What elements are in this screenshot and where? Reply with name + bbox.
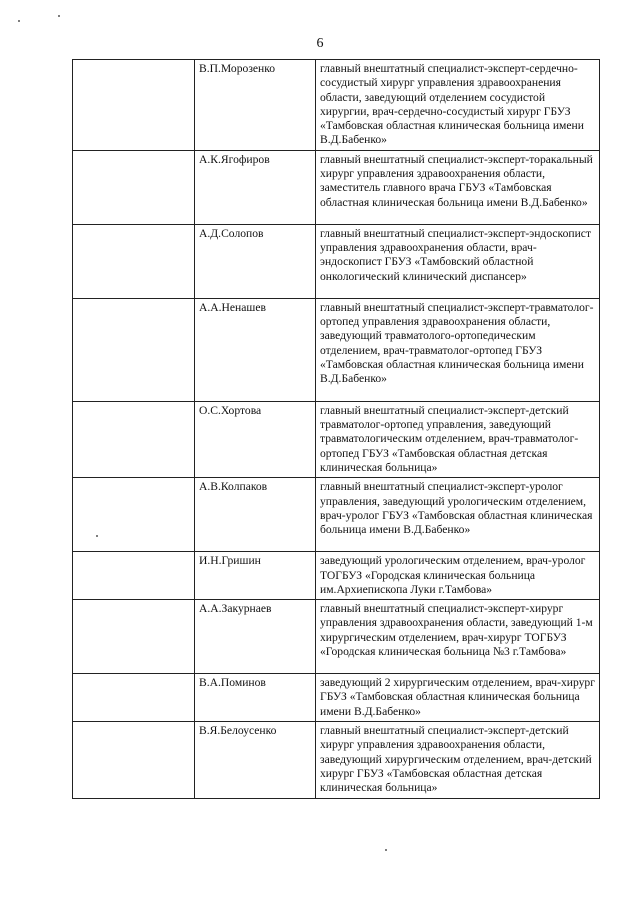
specialist-position: главный внештатный специалист-эксперт-травматолог-ортопед управления здравоохранения области, заведующий травматолого-ортопедическим отделением, врач-травматолог-ортопед ГБУЗ «Тамбовская областная клиническая больница имени В.Д.Бабенко» [316, 298, 600, 401]
specialists-table [72, 59, 600, 799]
specialist-position: главный внештатный специалист-эксперт-эндоскопист управления здравоохранения области, врач-эндоскопист ГБУЗ «Тамбовский областной онкологический клинический диспансер» [316, 224, 600, 298]
role-cell [73, 674, 195, 722]
role-cell [73, 552, 195, 600]
table-row [73, 552, 600, 600]
specialist-position: главный внештатный специалист-эксперт-торакальный хирург управления здравоохранения области, заместитель главного врача ГБУЗ «Тамбовская областная клиническая больница имени В.Д.Бабенко» [316, 150, 600, 224]
role-cell [73, 722, 195, 799]
specialist-name: А.А.Закурнаев [195, 600, 316, 674]
role-cell [73, 478, 195, 552]
specialist-name: А.А.Ненашев [195, 298, 316, 401]
scan-speck [18, 20, 20, 22]
specialist-position: главный внештатный специалист-эксперт-детский хирург управления здравоохранения области, заведующий хирургическим отделением, врач-детский хирург ГБУЗ «Тамбовская областная детская клиническая больница» [316, 722, 600, 799]
table-row [73, 478, 600, 552]
specialist-name: А.В.Колпаков [195, 478, 316, 552]
specialist-name: О.С.Хортова [195, 401, 316, 477]
role-cell [73, 150, 195, 224]
specialist-name: В.П.Морозенко [195, 60, 316, 151]
role-cell [73, 224, 195, 298]
table-row [73, 722, 600, 799]
specialist-position: заведующий 2 хирургическим отделением, врач-хирург ГБУЗ «Тамбовская областная клиническая больница имени В.Д.Бабенко» [316, 674, 600, 722]
role-cell [73, 60, 195, 151]
table-row [73, 60, 600, 151]
specialist-name: И.Н.Гришин [195, 552, 316, 600]
scan-speck [385, 849, 387, 851]
table-row [73, 674, 600, 722]
role-cell [73, 298, 195, 401]
specialist-position: заведующий урологическим отделением, врач-уролог ТОГБУЗ «Городская клиническая больница им.Архиепископа Луки г.Тамбова» [316, 552, 600, 600]
scan-speck [58, 15, 60, 17]
specialist-name: А.К.Ягофиров [195, 150, 316, 224]
table-row [73, 224, 600, 298]
role-cell [73, 600, 195, 674]
specialist-position: главный внештатный специалист-эксперт-детский травматолог-ортопед управления, заведующий травматологическим отделением, врач-травматолог-ортопед ГБУЗ «Тамбовская областная детская клиническая больница» [316, 401, 600, 477]
table-row [73, 150, 600, 224]
role-cell [73, 401, 195, 477]
table-row [73, 600, 600, 674]
specialist-name: В.А.Поминов [195, 674, 316, 722]
page-number: 6 [316, 36, 324, 51]
table-row [73, 298, 600, 401]
table-row [73, 401, 600, 477]
scan-speck [96, 535, 98, 537]
specialist-position: главный внештатный специалист-эксперт-уролог управления, заведующий урологическим отделением, врач-уролог ГБУЗ «Тамбовская областная клиническая больница имени В.Д.Бабенко» [316, 478, 600, 552]
specialist-name: В.Я.Белоусенко [195, 722, 316, 799]
specialist-position: главный внештатный специалист-эксперт-сердечно-сосудистый хирург управления здравоохранения области, заведующий отделением сосудистой хирургии, врач-сердечно-сосудистый хирург ГБУЗ «Тамбовская областная клиническая больница имени В.Д.Бабенко» [316, 60, 600, 151]
specialist-name: А.Д.Солопов [195, 224, 316, 298]
specialist-position: главный внештатный специалист-эксперт-хирург управления здравоохранения области, заведующий 1-м хирургическим отделением, врач-хирург ТОГБУЗ «Городская клиническая больница №3 г.Тамбова» [316, 600, 600, 674]
